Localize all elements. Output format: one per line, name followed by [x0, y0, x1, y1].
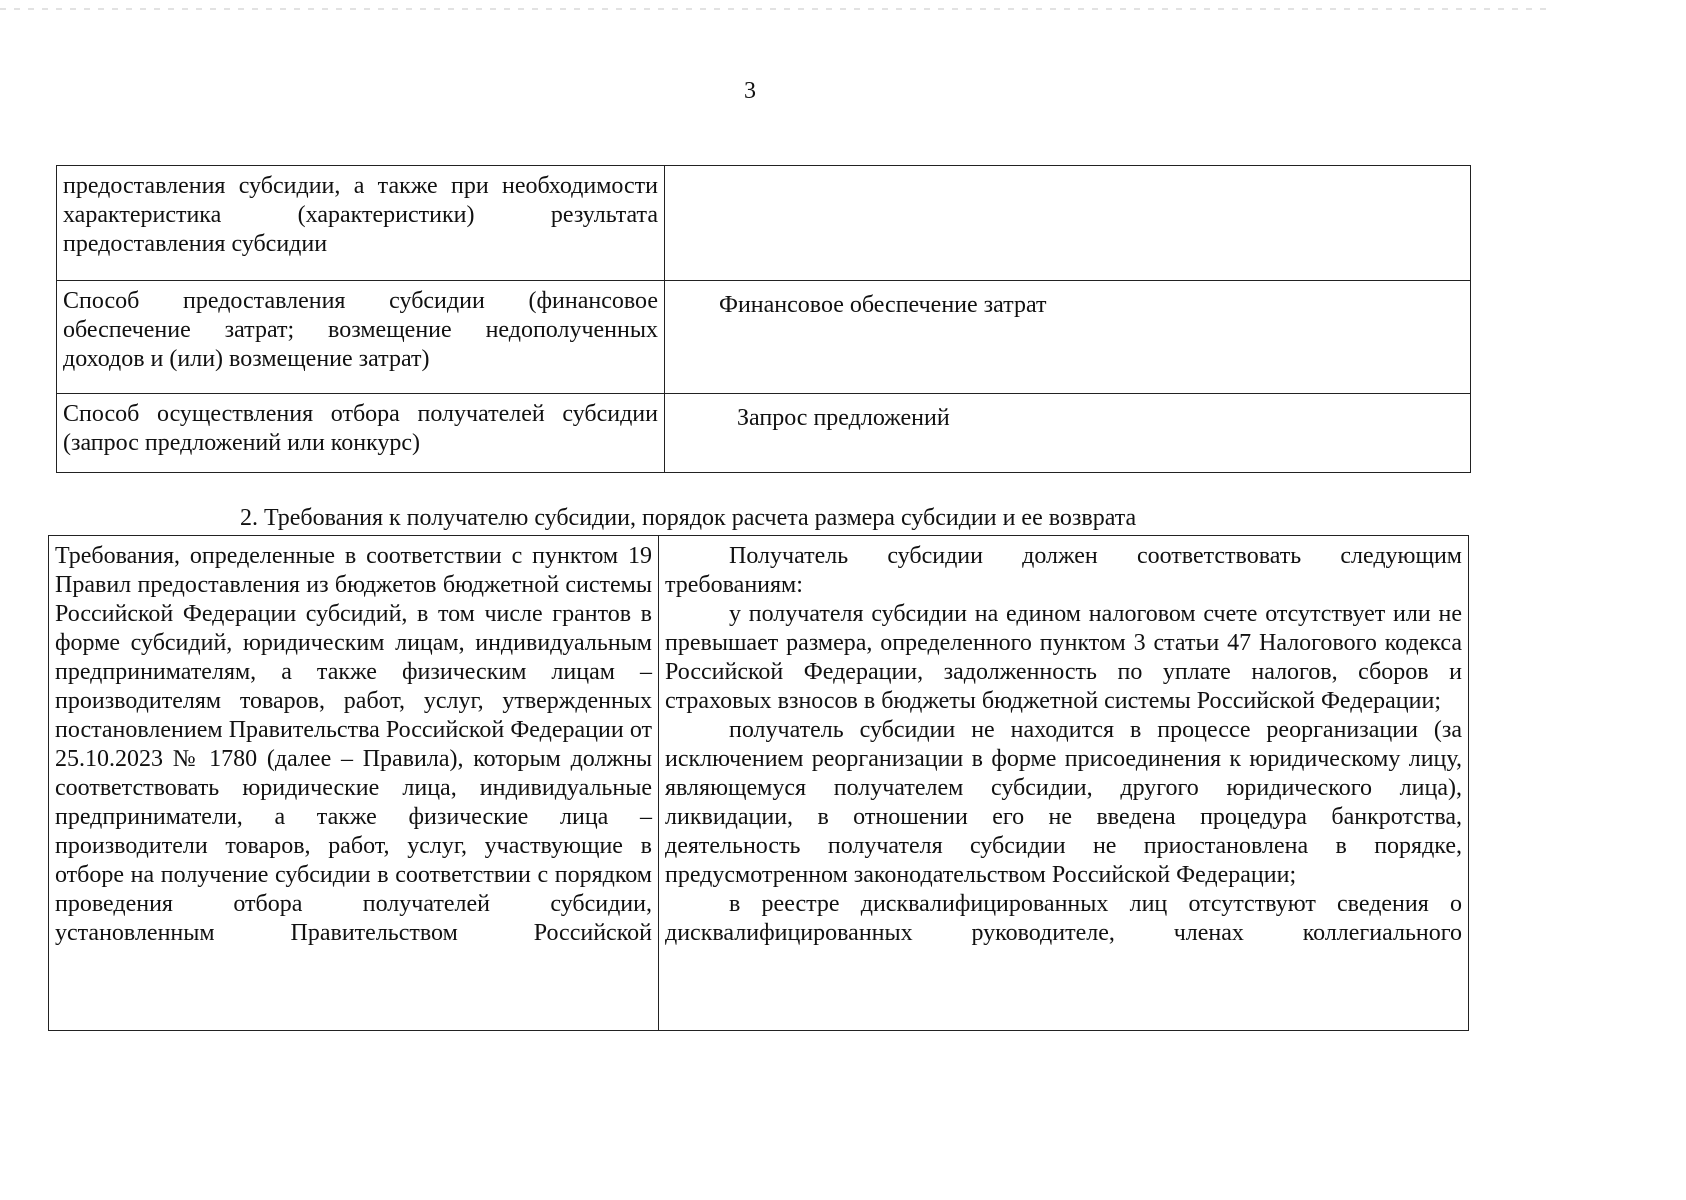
table-row [57, 166, 1471, 281]
requirements-paragraph: у получателя субсидии на едином налоговом счете отсутствует или не превышает размера, определенного пунктом 3 статьи 47 Налогового кодекса Российской Федерации, задолженность по уплате налогов, сборов и страховых взносов в бюджеты бюджетной системы Российской Федерации; [665, 601, 1462, 714]
row-label: Способ предоставления субсидии (финансовое обеспечение затрат; возмещение недополученных доходов и (или) возмещение затрат) [57, 281, 665, 394]
row-label: Способ осуществления отбора получателей субсидии (запрос предложений или конкурс) [57, 394, 665, 473]
requirements-paragraph: Получатель субсидии должен соответствовать следующим требованиям: [665, 543, 1462, 598]
scan-edge-artifact [0, 8, 1548, 10]
page-number: 3 [744, 78, 756, 104]
table-row [57, 281, 1471, 394]
requirements-paragraph: в реестре дисквалифицированных лиц отсутствуют сведения о дисквалифицированных руководителе, членах коллегиального [665, 891, 1462, 946]
requirements-label: Требования, определенные в соответствии с пунктом 19 Правил предоставления из бюджетов бюджетной системы Российской Федерации субсидий, в том числе грантов в форме субсидий, юридическим лицам, индивидуальным предпринимателям, а также физическим лицам – производителям товаров, работ, услуг, утвержденных постановлением Правительства Российской Федерации от 25.10.2023 № 1780 (далее – Правила), которым должны соответствовать юридические лица, индивидуальные предприниматели, а также физические лица – производители товаров, работ, услуг, участвующие в отборе на получение субсидии в соответствии с порядком проведения отбора получателей субсидии, установленным Правительством Российской [49, 536, 659, 1031]
requirements-table [48, 535, 1469, 1031]
table-row [49, 536, 1469, 1031]
requirements-content [659, 536, 1469, 1031]
section-heading: 2. Требования к получателю субсидии, порядок расчета размера субсидии и ее возврата [240, 505, 1137, 531]
table-row [57, 394, 1471, 473]
requirements-paragraph: получатель субсидии не находится в процессе реорганизации (за исключением реорганизации в форме присоединения к юридическому лицу, являющемуся получателем субсидии, другого юридического лица), ликвидации, в отношении его не введена процедура банкротства, деятельность получателя субсидии не приостановлена в порядке, предусмотренном законодательством Российской Федерации; [665, 717, 1462, 888]
row-label: предоставления субсидии, а также при необходимости характеристика (характеристики) результата предоставления субсидии [57, 166, 665, 281]
row-value: Запрос предложений [665, 394, 1471, 473]
row-value: Финансовое обеспечение затрат [665, 281, 1471, 394]
row-value [665, 166, 1471, 281]
subsidy-parameters-table [56, 165, 1471, 473]
